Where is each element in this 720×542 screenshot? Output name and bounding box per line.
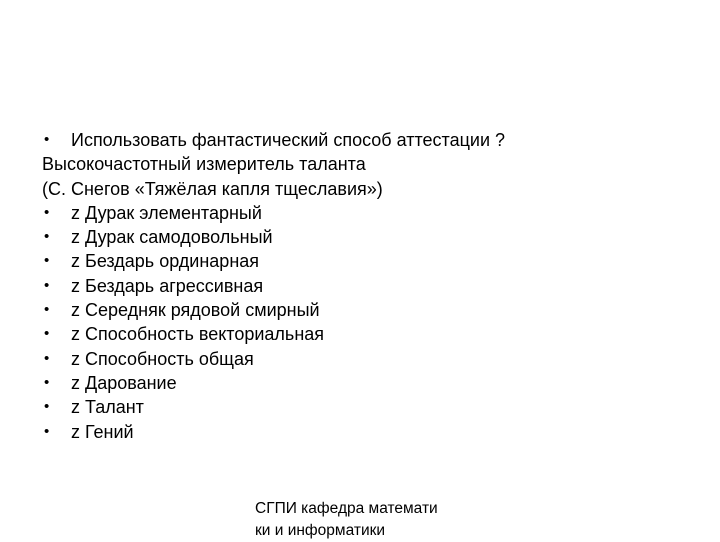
footer-line: ки и информатики — [255, 522, 386, 539]
bullet-icon: • — [44, 349, 50, 367]
list-item — [42, 420, 702, 444]
list-item — [42, 249, 702, 273]
citation-text: (С. Снегов «Тяжёлая капля тщеславия») — [42, 178, 383, 199]
bullet-icon: • — [44, 228, 50, 246]
list-item — [42, 371, 702, 395]
list-item — [42, 274, 702, 298]
bullet-icon: • — [44, 325, 50, 343]
list-item-text: z Середняк рядовой смирный — [71, 300, 320, 321]
list-item-text: z Дурак элементарный — [71, 202, 262, 223]
bullet-icon: • — [44, 373, 50, 391]
list-item-text: z Дарование — [71, 372, 177, 393]
list-item-text: z Способность общая — [71, 348, 254, 369]
bullet-icon: • — [44, 252, 50, 270]
source-citation — [42, 177, 702, 201]
bullet-icon: • — [44, 131, 50, 148]
subtitle-text: Высокочастотный измеритель таланта — [42, 154, 366, 175]
bullet-icon: • — [44, 422, 50, 440]
list-item — [42, 225, 702, 249]
list-item-text: z Способность векториальная — [71, 324, 325, 345]
subtitle-line — [42, 152, 702, 176]
list-item-text: z Дурак самодовольный — [71, 227, 273, 248]
heading-text: Использовать фантастический способ аттестации ? — [71, 130, 506, 150]
list-item — [42, 298, 702, 322]
list-item — [42, 395, 702, 419]
bullet-icon: • — [44, 301, 50, 319]
list-item-text: z Бездарь агрессивная — [71, 275, 264, 296]
bullet-icon: • — [44, 276, 50, 294]
heading-item — [42, 128, 702, 152]
slide-body — [42, 128, 702, 444]
list-item — [42, 347, 702, 371]
list-item-text: z Талант — [71, 397, 144, 418]
list-item-text: z Бездарь ординарная — [71, 251, 260, 272]
footer-caption — [255, 498, 495, 542]
bullet-icon: • — [44, 398, 50, 416]
bullet-icon: • — [44, 203, 50, 221]
list-item — [42, 201, 702, 225]
footer-line: СГПИ кафедра математи — [255, 500, 438, 517]
list-item — [42, 322, 702, 346]
list-item-text: z Гений — [71, 421, 134, 442]
